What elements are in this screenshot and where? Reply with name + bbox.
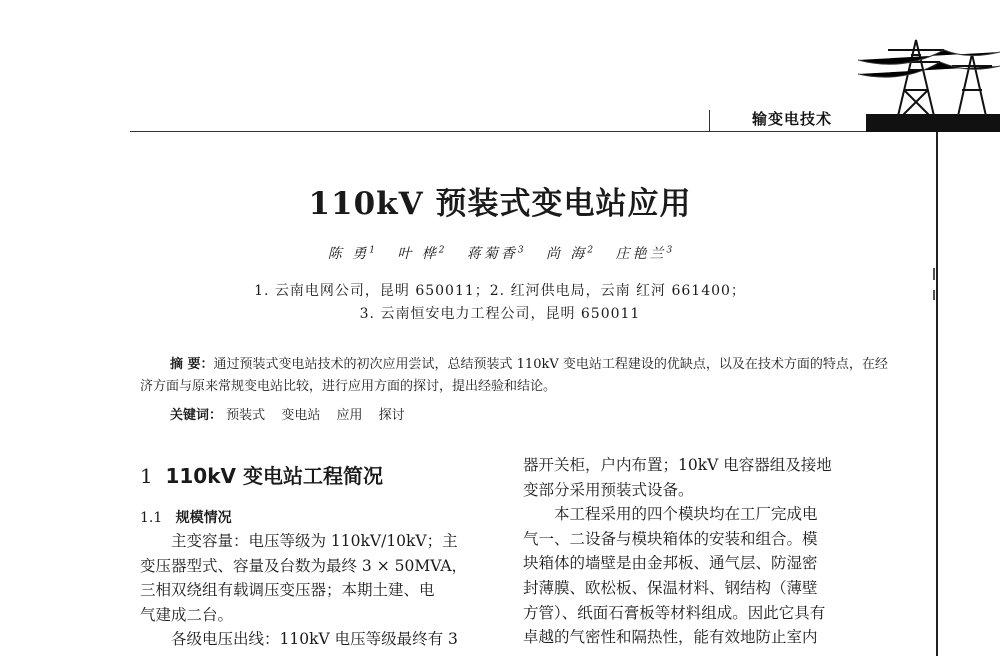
header-rule [130, 131, 866, 132]
body-line: 三相双绕组有载调压变压器；本期土建、电 [140, 581, 435, 600]
author: 庄艳兰$^3$ [615, 245, 673, 262]
author: 尚 海$^2$ [545, 245, 594, 262]
body-line: 本工程采用的四个模块均在工厂完成电 [554, 505, 818, 524]
left-column [140, 529, 495, 652]
body-line: 卓越的气密性和隔热性，能有效地防止室内 [523, 628, 818, 647]
body-line: 变压器型式、容量及台数为最终 3 × 50MVA， [140, 556, 468, 575]
body-line: 块箱体的墙壁是由金邦板、通气层、防湿密 [523, 554, 818, 573]
author: 蒋菊香$^3$ [466, 245, 524, 262]
paper-title: 110kV 预装式变电站应用 [308, 186, 692, 222]
subsection-heading: 1.1 规模情况 [140, 510, 232, 526]
right-column [523, 453, 881, 650]
body-line: 器开关柜，户内布置；10kV 电容器组及接地 [523, 456, 832, 474]
margin-mark [933, 268, 935, 280]
header-bar [866, 114, 1000, 132]
author: 陈 勇$^1$ [327, 245, 375, 262]
keyword: 探讨 [378, 408, 405, 423]
keywords-label: 关键词： [170, 408, 223, 423]
body-line: 主变容量：电压等级为 110kV/10kV；主 [171, 532, 458, 550]
keywords [170, 404, 417, 423]
affiliation-line: 3. 云南恒安电力工程公司，昆明 650011 [359, 306, 641, 322]
section-heading: 1 110kV 变电站工程简况 [140, 464, 383, 488]
transmission-tower-icon [858, 30, 1000, 116]
author-list [0, 243, 1000, 263]
affiliation-line: 1. 云南电网公司，昆明 650011；2. 红河供电局，云南 红河 661400； [254, 283, 746, 299]
section-label: 输变电技术 [752, 110, 833, 128]
keyword: 应用 [336, 408, 363, 423]
keyword: 变电站 [281, 408, 321, 423]
body-line: 封薄膜、欧松板、保温材料、钢结构（薄壁 [523, 578, 818, 597]
keyword: 预装式 [226, 408, 266, 423]
body-line: 各级电压出线：110kV 电压等级最终有 3 [171, 630, 458, 649]
body-line: 气建成二台。 [140, 605, 234, 624]
abstract [140, 354, 900, 398]
body-line: 变部分采用预装式设备。 [523, 480, 694, 499]
header-tick [709, 110, 710, 132]
body-line: 方管）、纸面石膏板等材料组成。因此它具有 [523, 603, 826, 622]
author: 叶 桦$^2$ [397, 245, 445, 262]
abstract-text: 通过预装式变电站技术的初次应用尝试，总结预装式 110kV 变电站工程建设的优缺点，以及在技术方面的特点，在经济方面与原来常规变电站比较，进行应用方面的探讨，提出经验和结论。 [140, 357, 888, 394]
abstract-label: 摘 要： [170, 357, 214, 372]
body-line: 气一、二设备与模块箱体的安装和组合。模 [523, 529, 818, 548]
